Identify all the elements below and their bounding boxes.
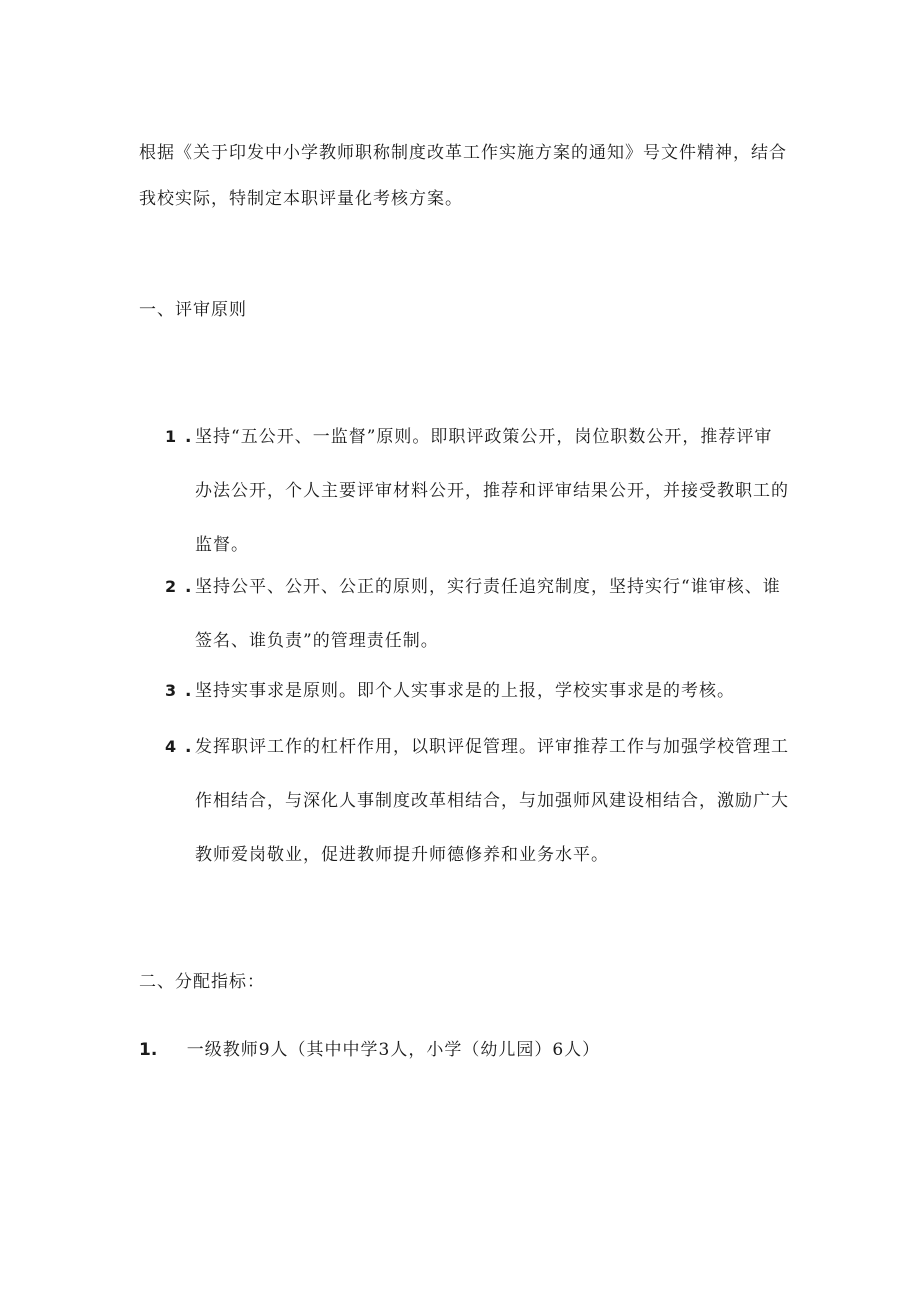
item-number: 1. (139, 1040, 158, 1060)
principle-item-3 (165, 664, 790, 718)
item-text: 坚持实事求是原则。即个人实事求是的上报，学校实事求是的考核。 (195, 681, 735, 701)
item-number: 2 (165, 577, 177, 596)
item-number: 1 (165, 427, 177, 446)
item-text: 坚持“五公开、一监督”原则。即职评政策公开，岗位职数公开，推荐评审办法公开，个人主要评审材料公开，推荐和评审结果公开，并接受教职工的监督。 (195, 427, 789, 555)
item-number: 3 (165, 681, 177, 700)
section-heading-review-principles: 一、评审原则 (139, 300, 247, 320)
item-text: 发挥职评工作的杠杆作用，以职评促管理。评审推荐工作与加强学校管理工作相结合，与深化人事制度改革相结合，与加强师风建设相结合，激励广大教师爱岗敬业，促进教师提升师德修养和业务水平。 (195, 737, 789, 865)
principle-item-4 (165, 720, 790, 882)
item-dot: . (185, 577, 192, 597)
item-dot: . (185, 681, 192, 701)
item-text: 坚持公平、公开、公正的原则，实行责任追究制度，坚持实行“谁审核、谁签名、谁负责”的管理责任制。 (195, 577, 781, 651)
principle-item-2 (165, 560, 790, 668)
item-number: 4 (165, 737, 177, 756)
item-text: 一级教师9人（其中中学3人，小学（幼儿园）6人） (186, 1040, 601, 1060)
item-dot: . (185, 427, 192, 447)
allocation-item-1 (139, 1038, 600, 1062)
principle-item-1 (165, 410, 790, 572)
intro-paragraph: 根据《关于印发中小学教师职称制度改革工作实施方案的通知》号文件精神，结合我校实际，特制定本职评量化考核方案。 (139, 143, 787, 209)
section-heading-allocation: 二、分配指标： (139, 972, 265, 992)
item-dot: . (185, 737, 192, 757)
